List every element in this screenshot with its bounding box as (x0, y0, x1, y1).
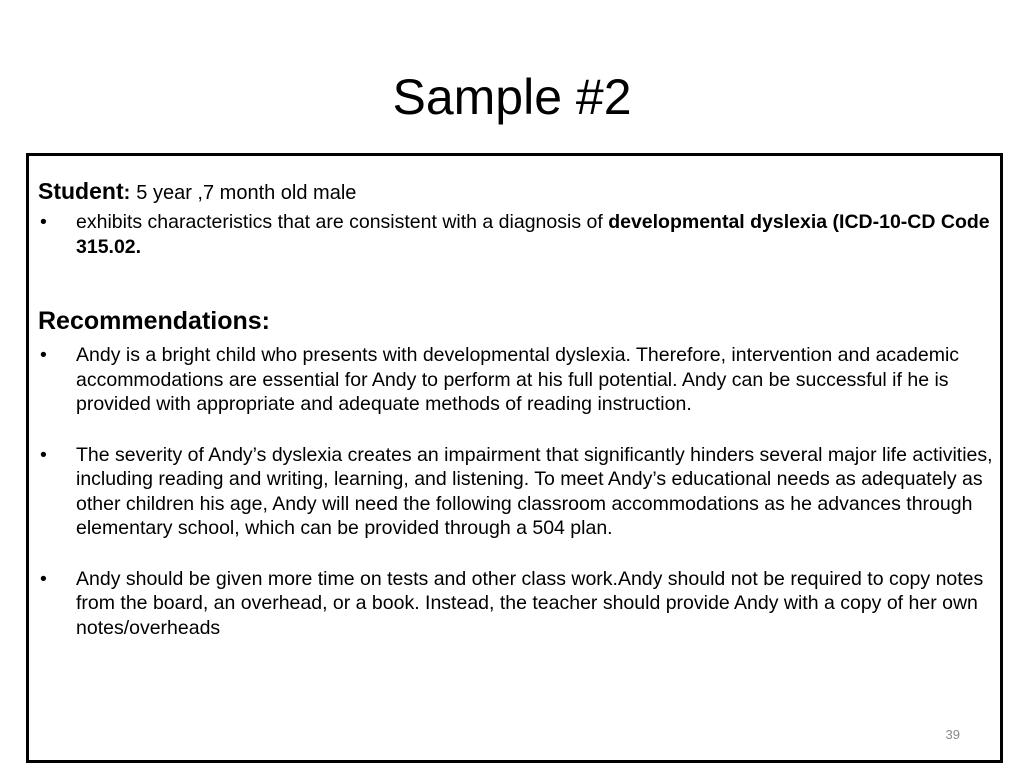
recommendation-text: Andy is a bright child who presents with developmental dyslexia. Therefore, intervention and academic accommodations are essential for Andy to perform at his full potential. Andy can be successful if he is provided with appropriate and adequate methods of reading instruction. (76, 344, 960, 415)
recommendations-heading: Recommendations: (38, 307, 270, 335)
student-line (38, 176, 993, 208)
bullet-icon: • (40, 211, 47, 233)
diagnosis-bullet (38, 210, 993, 259)
recommendation-item (38, 343, 993, 417)
recommendation-item (38, 567, 993, 641)
bullet-icon: • (40, 567, 47, 590)
diagnosis-bold-text: developmental dyslexia (ICD-10-CD Code 315.02. (76, 211, 990, 258)
student-label-colon: : (123, 182, 131, 204)
recommendation-text: The severity of Andy’s dyslexia creates an impairment that significantly hinders several major life activities, including reading and writing, learning, and listening. To meet Andy’s educational needs as adequately as other children his age, Andy will need the following classroom accommodations as he advances through elementary school, which can be provided through a 504 plan. (76, 443, 993, 539)
slide-number: 39 (945, 727, 960, 742)
bullet-icon: • (40, 344, 47, 366)
recommendation-text: Andy should be given more time on tests and other class work.Andy should not be required to copy notes from the board, an overhead, or a book. Instead, the teacher should provide Andy with a copy of her own notes/overheads (76, 567, 984, 639)
content-box (26, 153, 1003, 763)
diagnosis-text: exhibits characteristics that are consistent with a diagnosis of (76, 211, 609, 233)
recommendation-item (38, 443, 993, 541)
content-body (38, 176, 993, 666)
student-label: Student (38, 178, 124, 204)
bullet-icon: • (40, 443, 47, 466)
slide-title: Sample #2 (392, 69, 632, 125)
student-description: 5 year ,7 month old male (136, 182, 357, 204)
